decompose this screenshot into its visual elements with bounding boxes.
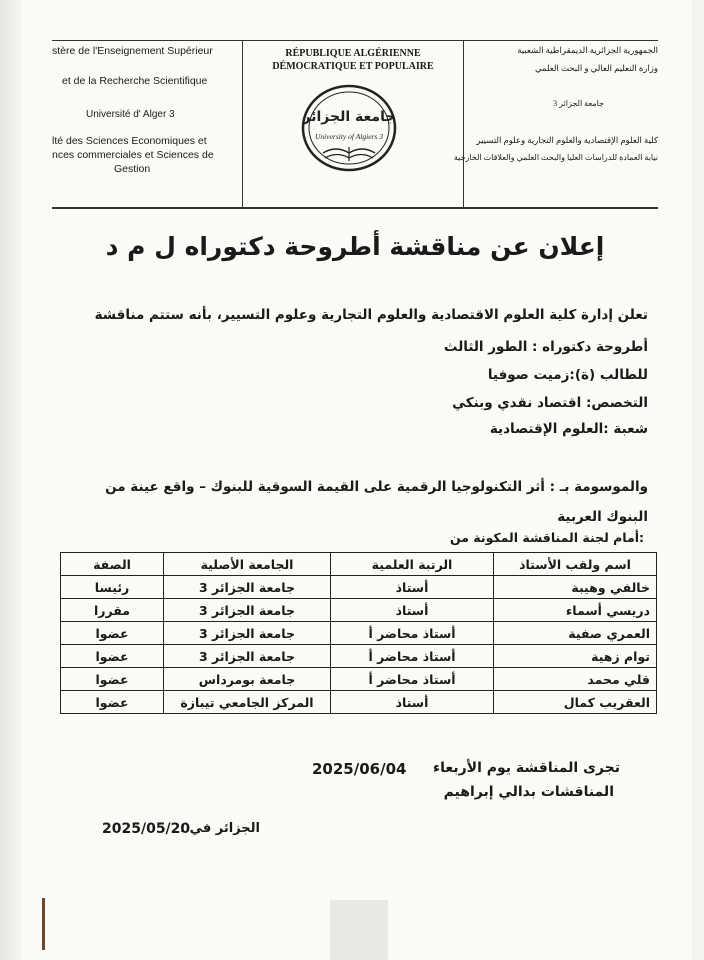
letterhead-center: [242, 41, 464, 207]
intro-text: تعلن إدارة كلية العلوم الاقتصادية والعلوم التجارية وعلوم التسيير، بأنه ستتم مناقشة: [94, 307, 648, 323]
jury-header-row: [61, 553, 657, 576]
jury-university: جامعة الجزائر 3: [164, 576, 331, 599]
letterhead: [52, 40, 658, 209]
thesis-title: والموسومة بـ : أثر التكنولوجيا الرقمية على القيمة السوقية للبنوك – واقع عينة من البنوك العربية: [105, 479, 648, 525]
ministry-line-ar: وزارة التعليم العالي و البحث العلمي: [534, 63, 658, 73]
jury-rank: أستاذ محاضر أ: [331, 622, 494, 645]
faculty-line-fr-3: Gestion: [114, 163, 151, 175]
jury-role: عضوا: [61, 622, 164, 645]
defense-date: 2025/06/04: [312, 760, 407, 778]
header-name: اسم ولقب الأستاذ: [494, 553, 657, 576]
table-row: [61, 599, 657, 622]
seal-english-text: University of Algiers 3: [315, 132, 383, 141]
scan-smudge: [330, 900, 388, 960]
republic-line-ar: الجمهورية الجزائرية الديمقراطية الشعبية: [517, 45, 658, 55]
branch: شعبة :العلوم الإقتصادية: [489, 421, 648, 437]
specialty: التخصص: اقتصاد نقدي وبنكي: [452, 395, 648, 411]
table-row: [61, 576, 657, 599]
letterhead-french: [52, 41, 240, 207]
thesis-type: أطروحة دكتوراه : الطور الثالث: [443, 339, 648, 355]
jury-intro: :أمام لجنة المناقشة المكونة من: [449, 530, 644, 545]
table-row: [61, 622, 657, 645]
header-rank: الرتبة العلمية: [331, 553, 494, 576]
ministry-line-fr: stère de l'Enseignement Supérieur: [52, 45, 213, 57]
jury-role: عضوا: [61, 645, 164, 668]
place-date-label: الجزائر في :: [179, 821, 260, 836]
jury-rank: أستاذ: [331, 599, 494, 622]
jury-name: خالفي وهيبة: [494, 576, 657, 599]
defense-room: المناقشات بدالي إبراهيم: [443, 784, 614, 800]
faculty-line-fr-2: nces commerciales et Sciences de: [52, 149, 214, 161]
student-name: للطالب (ة):زميت صوفيا: [487, 367, 648, 383]
jury-role: مقررا: [61, 599, 164, 622]
jury-rank: أستاذ: [331, 576, 494, 599]
defense-day: تجرى المناقشة يوم الأربعاء: [433, 760, 620, 776]
jury-role: عضوا: [61, 668, 164, 691]
university-line-ar: جامعة الجزائر 3: [553, 99, 604, 108]
jury-table: [60, 552, 657, 714]
place-date: 2025/05/20: [102, 821, 191, 837]
jury-name: قلي محمد: [494, 668, 657, 691]
header-university: الجامعة الأصلية: [164, 553, 331, 576]
jury-university: المركز الجامعي تيبازة: [164, 691, 331, 714]
jury-name: دريسي أسماء: [494, 599, 657, 622]
jury-university: جامعة الجزائر 3: [164, 622, 331, 645]
jury-role: رئيسا: [61, 576, 164, 599]
seal-arabic-text: جامعة الجزائر: [302, 109, 396, 125]
jury-rank: أستاذ محاضر أ: [331, 668, 494, 691]
jury-rank: أستاذ محاضر أ: [331, 645, 494, 668]
republic-line-2: DÉMOCRATIQUE ET POPULAIRE: [272, 61, 434, 72]
faculty-line-ar: كلية العلوم الإقتصادية والعلوم التجارية وعلوم التسيير: [476, 135, 658, 145]
letterhead-arabic: [453, 41, 658, 207]
jury-name: توام زهية: [494, 645, 657, 668]
jury-name: العقريب كمال: [494, 691, 657, 714]
jury-name: العمري صفية: [494, 622, 657, 645]
jury-university: جامعة الجزائر 3: [164, 645, 331, 668]
announcement-title: إعلان عن مناقشة أطروحة دكتوراه ل م د: [105, 232, 605, 261]
header-role: الصفة: [61, 553, 164, 576]
page-edge: [0, 0, 22, 960]
faculty-line-fr-1: lté des Sciences Economiques et: [52, 135, 207, 147]
jury-role: عضوا: [61, 691, 164, 714]
university-seal-logo: [299, 81, 399, 179]
table-row: [61, 645, 657, 668]
vice-deanship-line-ar: نيابة العمادة للدراسات العليا والبحث العلمي والعلاقات الخارجية: [453, 153, 658, 162]
research-line-fr: et de la Recherche Scientifique: [62, 75, 208, 87]
table-row: [61, 668, 657, 691]
table-row: [61, 691, 657, 714]
jury-rank: أستاذ: [331, 691, 494, 714]
university-line-fr: Université d' Alger 3: [86, 109, 175, 120]
jury-university: جامعة الجزائر 3: [164, 599, 331, 622]
republic-name: [243, 47, 463, 73]
republic-line-1: RÉPUBLIQUE ALGÉRIENNE: [285, 48, 421, 59]
scan-mark: [42, 898, 45, 950]
jury-university: جامعة بومرداس: [164, 668, 331, 691]
